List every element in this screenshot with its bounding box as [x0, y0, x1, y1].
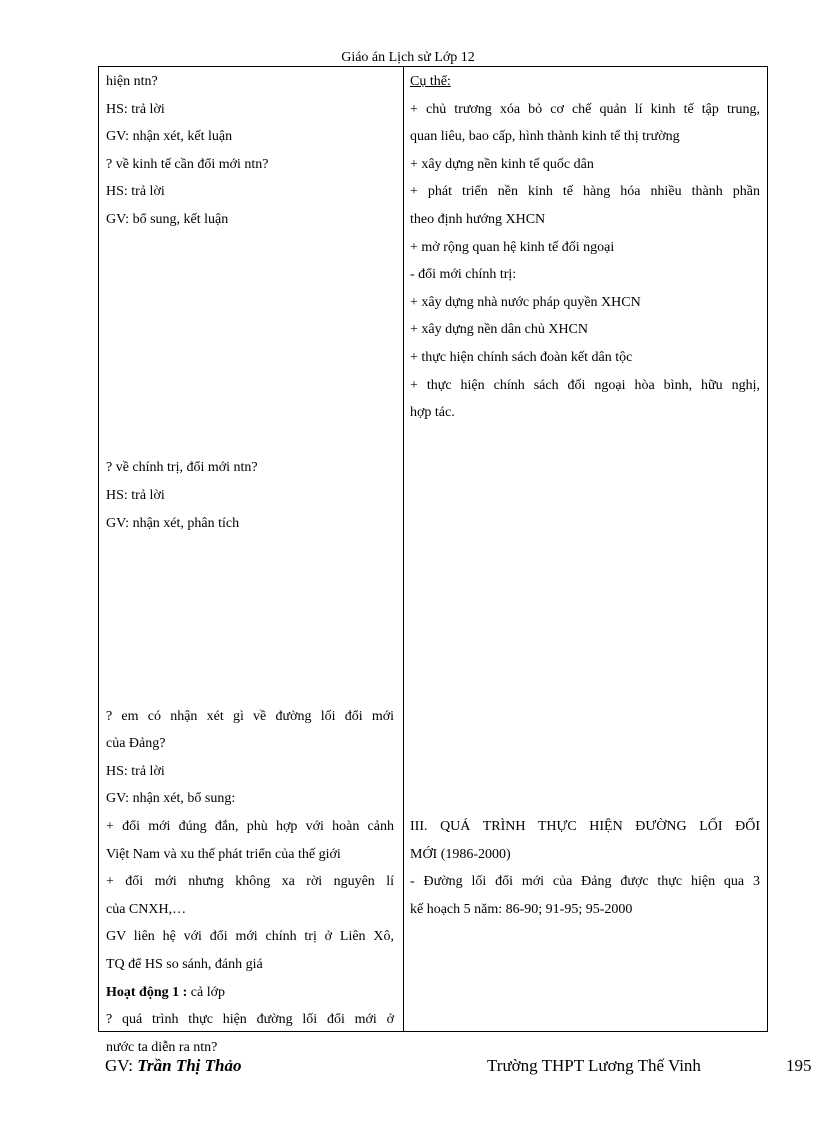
footer-teacher — [105, 1056, 242, 1076]
page-header: Giáo án Lịch sử Lớp 12 — [341, 50, 475, 65]
content-line: + chủ trương xóa bỏ cơ chế quản lí kinh tế tập trung, — [410, 101, 760, 117]
left-line: Việt Nam và xu thế phát triển của thế giới — [106, 846, 341, 862]
content-line: quan liêu, bao cấp, hình thành kinh tế thị trường — [410, 129, 680, 145]
left-line: của CNXH,… — [106, 901, 187, 917]
left-line: HS: trả lời — [106, 101, 165, 117]
left-line: GV: nhận xét, kết luận — [106, 129, 233, 145]
content-line: + thực hiện chính sách đối ngoại hòa bình, hữu nghị, — [410, 377, 760, 393]
left-line: TQ để HS so sánh, đánh giá — [106, 957, 263, 972]
content-line: + xây dựng nhà nước pháp quyền XHCN — [410, 294, 641, 310]
left-line: ? quá trình thực hiện đường lối đổi mới ở — [106, 1012, 394, 1028]
content-line: + thực hiện chính sách đoàn kết dân tộc — [410, 349, 633, 365]
content-line: + mở rộng quan hệ kinh tế đối ngoại — [410, 239, 615, 255]
content-heading: Cụ thể: — [410, 74, 451, 89]
content-line: + phát triển nền kinh tế hàng hóa nhiều thành phần — [410, 184, 760, 200]
left-line: GV: bổ sung, kết luận — [106, 211, 229, 227]
activity-label: Hoạt động 1 : — [106, 984, 188, 1000]
left-line: của Đảng? — [106, 736, 166, 752]
footer-school: Trường THPT Lương Thế Vinh — [487, 1056, 701, 1075]
section-title: MỚI (1986-2000) — [410, 846, 511, 862]
content-line: - đổi mới chính trị: — [410, 267, 517, 283]
section-title: III. QUÁ TRÌNH THỰC HIỆN ĐƯỜNG LỐI ĐỔI — [410, 819, 760, 835]
left-line: nước ta diễn ra ntn? — [106, 1039, 218, 1055]
content-line: kế hoạch 5 năm: 86-90; 91-95; 95-2000 — [410, 901, 633, 917]
left-line: + đổi mới đúng đắn, phù hợp với hoàn cảnh — [106, 819, 394, 835]
content-line: hợp tác. — [410, 405, 455, 421]
content-column — [410, 68, 760, 923]
content-line: - Đường lối đổi mới của Đảng được thực hiện qua 3 — [410, 874, 760, 890]
left-line: ? về chính trị, đổi mới ntn? — [106, 460, 258, 476]
left-line: GV: nhận xét, phân tích — [106, 515, 240, 531]
left-line: HS: trả lời — [106, 487, 165, 503]
left-line: HS: trả lời — [106, 763, 165, 779]
left-line: GV liên hệ với đổi mới chính trị ở Liên Xô, — [106, 929, 394, 945]
content-line: + xây dựng nền kinh tế quốc dân — [410, 156, 594, 172]
column-divider — [403, 67, 404, 1031]
left-line: + đổi mới nhưng không xa rời nguyên lí — [106, 874, 394, 890]
left-line: ? em có nhận xét gì về đường lối đổi mới — [106, 708, 394, 724]
activity-text: cả lớp — [187, 984, 226, 1000]
left-line: ? về kinh tế cần đổi mới ntn? — [106, 156, 269, 172]
left-line: GV: nhận xét, bổ sung: — [106, 791, 236, 807]
left-line: hiện ntn? — [106, 74, 158, 89]
lesson-table — [98, 66, 768, 1055]
left-line: HS: trả lời — [106, 184, 165, 200]
content-line: theo định hướng XHCN — [410, 211, 546, 227]
page-number: 195 — [786, 1056, 812, 1075]
content-line: + xây dựng nền dân chủ XHCN — [410, 322, 589, 338]
teacher-student-activity-column — [106, 68, 394, 1061]
teacher-name: Trần Thị Thảo — [137, 1056, 242, 1075]
teacher-prefix: GV: — [105, 1056, 138, 1075]
activity-line — [106, 979, 394, 1007]
